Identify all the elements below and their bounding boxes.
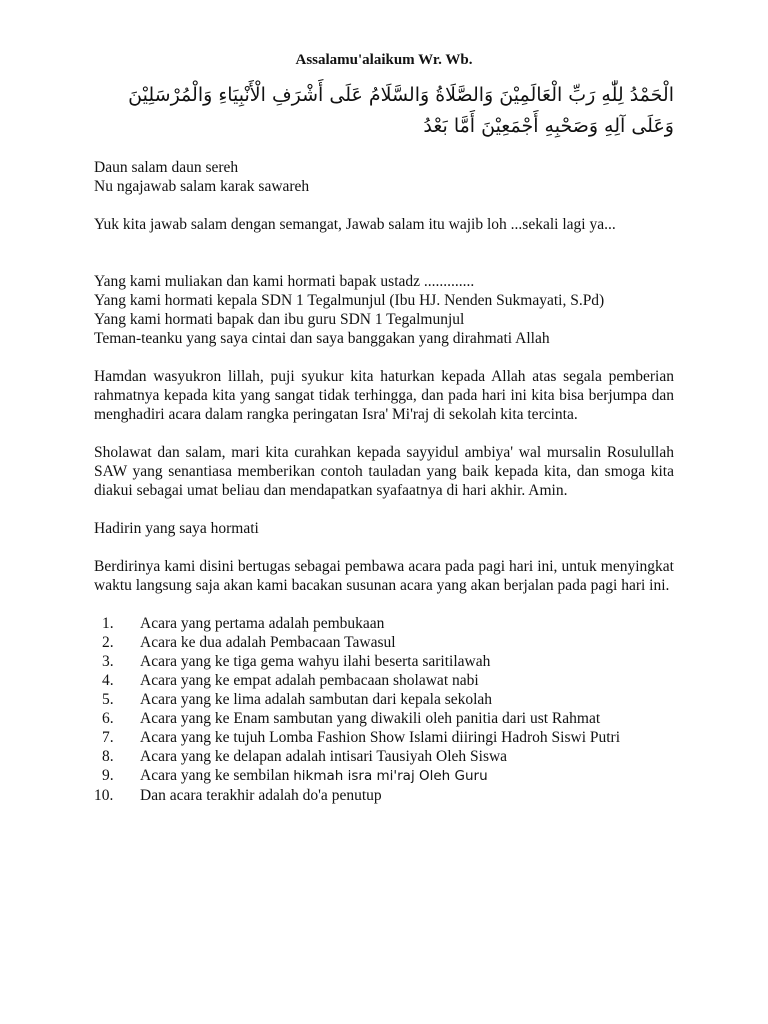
- agenda-number: 4.: [102, 672, 114, 689]
- arabic-line-1: الْحَمْدُ لِلّٰهِ رَبِّ الْعَالَمِيْنَ وَالصَّلَاةُ وَالسَّلَامُ عَلَى أَشْرَفِ الْأَنْبِيَاءِ وَالْمُرْسَلِيْنَ: [128, 84, 674, 106]
- pantun: [94, 158, 674, 196]
- salam-call-paragraph: Yuk kita jawab salam dengan semangat, Jawab salam itu wajib loh ...sekali lagi ya...: [94, 216, 616, 233]
- agenda-item: [94, 766, 674, 786]
- honorific-ustadz: Yang kami muliakan dan kami hormati bapak ustadz .............: [94, 273, 475, 290]
- agenda-number: 9.: [102, 767, 114, 784]
- agenda-text: Acara yang pertama adalah pembukaan: [140, 615, 385, 632]
- agenda-number: 5.: [102, 691, 114, 708]
- agenda-item: [94, 652, 674, 671]
- agenda-item: [94, 709, 674, 728]
- agenda-number: 1.: [102, 615, 114, 632]
- document-page: [94, 50, 674, 805]
- agenda-number: 7.: [102, 729, 114, 746]
- agenda-text: Dan acara terakhir adalah do'a penutup: [140, 787, 382, 804]
- intro-paragraph: Berdirinya kami disini bertugas sebagai pembawa acara pada pagi hari ini, untuk menyingkat waktu langsung saja akan kami bacakan susunan acara yang akan berjalan pada pagi hari ini.: [94, 558, 674, 594]
- hamdan-paragraph: Hamdan wasyukron lillah, puji syukur kita haturkan kepada Allah atas segala pemberian rahmatnya kepada kita yang sangat tidak terhingga, dan pada hari ini kita bisa berjumpa dan menghadiri acara dalam rangka peringatan Isra' Mi'raj di sekolah kita tercinta.: [94, 368, 674, 423]
- agenda-number: 2.: [102, 634, 114, 651]
- agenda-item: [94, 690, 674, 709]
- agenda-text: Acara yang ke tujuh Lomba Fashion Show Islami diiringi Hadroh Siswi Putri: [140, 729, 621, 746]
- arabic-opening: [94, 80, 674, 142]
- agenda-item: [94, 614, 674, 633]
- agenda-number: 6.: [102, 710, 114, 727]
- agenda-item: [94, 747, 674, 766]
- arabic-line-2: وَعَلَى آلِهِ وَصَحْبِهِ أَجْمَعِيْنَ أَمَّا بَعْدُ: [423, 115, 674, 137]
- agenda-number: 10.: [94, 787, 114, 804]
- honorifics: [94, 272, 674, 348]
- pantun-line-2: Nu ngajawab salam karak sawareh: [94, 178, 310, 195]
- sholawat-paragraph: Sholawat dan salam, mari kita curahkan kepada sayyidul ambiya' wal mursalin Rosulullah SAW yang senantiasa memberikan contoh tauladan yang baik kepada kita, dan smoga kita diakui sebagai umat beliau dan mendapatkan syafaatnya di hari akhir. Amin.: [94, 444, 674, 499]
- hadirin-line: Hadirin yang saya hormati: [94, 520, 259, 537]
- pantun-line-1: Daun salam daun sereh: [94, 159, 239, 176]
- agenda-list: [94, 614, 674, 805]
- agenda-text-sans: hikmah isra mi'raj Oleh Guru: [293, 768, 488, 784]
- agenda-item: [94, 671, 674, 690]
- agenda-text: Acara yang ke lima adalah sambutan dari kepala sekolah: [140, 691, 493, 708]
- agenda-item: [94, 633, 674, 652]
- honorific-kepala-sekolah: Yang kami hormati kepala SDN 1 Tegalmunjul (Ibu HJ. Nenden Sukmayati, S.Pd): [94, 292, 605, 309]
- agenda-number: 3.: [102, 653, 114, 670]
- honorific-teman: Teman-teanku yang saya cintai dan saya banggakan yang dirahmati Allah: [94, 330, 550, 347]
- greeting-title: Assalamu'alaikum Wr. Wb.: [295, 52, 473, 68]
- agenda-number: 8.: [102, 748, 114, 765]
- agenda-text: Acara yang ke delapan adalah intisari Tausiyah Oleh Siswa: [140, 748, 508, 765]
- agenda-text: Acara ke dua adalah Pembacaan Tawasul: [140, 634, 396, 651]
- agenda-text: Acara yang ke sembilan: [140, 767, 294, 784]
- agenda-text: Acara yang ke Enam sambutan yang diwakili oleh panitia dari ust Rahmat: [140, 710, 601, 727]
- agenda-item: [94, 786, 674, 805]
- agenda-text: Acara yang ke tiga gema wahyu ilahi beserta saritilawah: [140, 653, 491, 670]
- agenda-item: [94, 728, 674, 747]
- agenda-text: Acara yang ke empat adalah pembacaan sholawat nabi: [140, 672, 479, 689]
- honorific-guru: Yang kami hormati bapak dan ibu guru SDN 1 Tegalmunjul: [94, 311, 465, 328]
